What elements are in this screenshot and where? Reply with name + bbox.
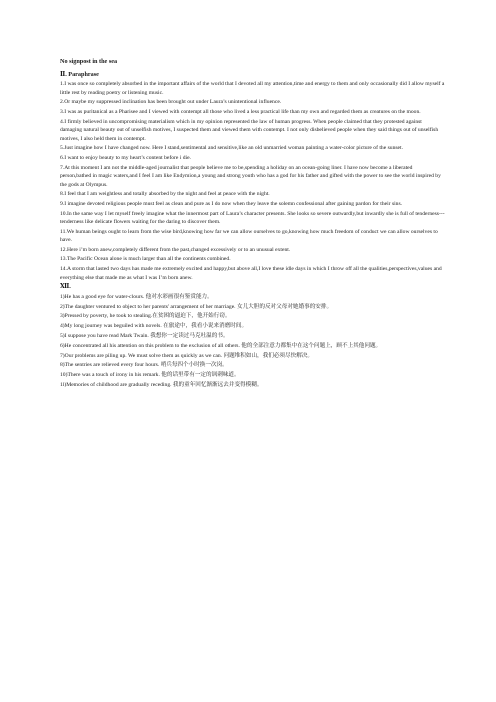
paraphrase-item: 5.Just imagine how I have changed now. Here I stand,sentimental and sensitive,like an old unmarried woman painting a water-color picture of the sunset. — [60, 145, 403, 152]
paraphrase-item: 1.I was once so completely absorbed in the important affairs of the world that I devoted all my attention,time and energy to them and only occasionally did I allow myself a little rest by reading poetry or listening music. — [60, 81, 445, 96]
translation-item: 6)He concentrated all his attention on this problem to the exclusion of all others. 他的全部注意力都集中在这个问题上，顾不上其他问题。 — [60, 342, 382, 349]
translation-item: 5)I suppose you have read Mark Twain. 我想你一定读过马克吐温的书。 — [60, 332, 229, 339]
paraphrase-item: 2.Or maybe my suppressed inclination has been brought out under Laura’s unintentional influence. — [60, 99, 282, 106]
paraphrase-item: 12.Here i’m born anew,completely different from the past,changed excessively or to an unusual extent. — [60, 246, 291, 253]
translation-section — [60, 283, 445, 389]
translation-item: 1)He has a good eye for water-clours. 他对水彩画很有鉴赏能力。 — [60, 293, 213, 300]
translation-item: 1l)Memories of childhood are gradually receding. 我的童年回忆渐渐远去并变得模糊。 — [60, 381, 263, 388]
translation-item: 8)The sentries are relieved every four hours. 哨兵每四个小时换一次岗。 — [60, 362, 228, 369]
paraphrase-item: 13.The Pacific Ocean alone is much larger than all the continents combined. — [60, 256, 231, 263]
translation-item: 10)There was a touch of irony in his remark. 他的话里带有一定的讽刺味道。 — [60, 372, 240, 379]
paraphrase-item: 6.I want to enjoy beauty to my heart’s content before i die. — [60, 154, 191, 161]
document-page — [60, 58, 445, 391]
document-title: No signpost in the sea — [60, 58, 118, 65]
paraphrase-item: 11.We human beings ought to learn from the wise bird,knowing how far we can allow ourselves to go,knowing how much freedom of conduct we can allow ourselves to have. — [60, 228, 438, 244]
paraphrase-item: 10.In the same way I let myself freely imagine what the innermost part of Laura’s character presents. She looks so severe outwardly,but inwardly she is full of tenderness---tenderness like delicate flowers waiting for the daring to discover them. — [60, 210, 445, 226]
translation-heading: Ⅻ. — [60, 283, 71, 291]
paraphrase-item: 14.A storm that lasted two days has made me extremely excited and happy,but above all,I love these idle days in which I throw off all the qualities,perspectives,values and everything else that made me as what I was I’m born anew. — [60, 266, 442, 281]
translation-item: 7)Our problems are piling up. We must solve them as quickly as we can. 问题堆积如山，我们必须尽快解决。 — [60, 352, 313, 359]
paraphrase-item: 4.I firmly believed in uncompromising materialism which in my opinion represented the law of human progress. When people claimed that they protested against damaging natural beauty out of unselfish motives, I suspected them and viewed them with contempt. I not only disbelieved people when they said things out of unselfish motives, I also held them in contempt. — [60, 118, 439, 142]
paraphrase-item: 9.I imagine devoted religious people must feel as clean and pure as I do now when they leave the solemn confessional after gaining pardon for their sins. — [60, 200, 403, 207]
translation-item: 2)The daughter ventured to object to her parents' arrangement of her marriage. 女儿大胆的反对父母对她婚事的安排。 — [60, 303, 333, 310]
paraphrase-heading: Ⅱ. Paraphrase — [60, 70, 99, 78]
paraphrase-item: 7.At this moment I am not the middle-aged journalist that people believe me to be,spending a holiday on an ocean-going liner. I have now become a liberated person,bathed in magic waters,and I feel I am like Endymion,a young and strong youth who has a god for his father and gifted with the power to see the world inspired by the gods at Olympus. — [60, 164, 441, 188]
translation-item: 4)My long journey was beguiled with novels. 在旅途中，我看小说来消磨时间。 — [60, 323, 248, 330]
paraphrase-list — [60, 80, 445, 282]
paraphrase-item: 3.I was as puritanical as a Pharisee and I viewed with contempt all those who lived a less practical life than my own and regarded them as creatures on the moon. — [60, 108, 421, 115]
translation-item: 3)Pressed by poverty, he took to stealing.在贫困的逼迫下，他开始行窃。 — [60, 313, 231, 320]
paraphrase-item: 8.I feel that I am weightless and totally absorbed by the night and feel at peace with the night. — [60, 191, 270, 198]
